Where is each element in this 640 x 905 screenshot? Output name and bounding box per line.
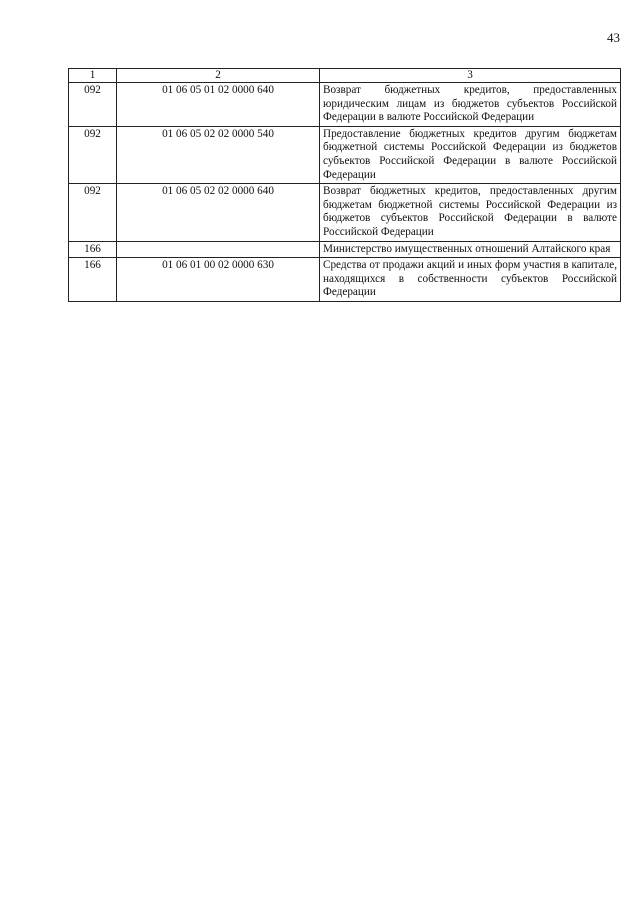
administrator-code-cell: 166	[69, 258, 117, 302]
description-cell: Возврат бюджетных кредитов, предоставленных другим бюджетам бюджетной системы Российской Федерации из бюджетов субъектов Российской Федерации в валюте Российской Федерации	[320, 184, 621, 241]
table-row	[69, 184, 621, 241]
page-number: 43	[607, 30, 620, 45]
column-header-2: 2	[117, 69, 320, 83]
classification-code-cell: 01 06 05 02 02 0000 640	[117, 184, 320, 241]
classification-code-cell: 01 06 05 01 02 0000 640	[117, 83, 320, 127]
table-row	[69, 258, 621, 302]
table-row	[69, 126, 621, 183]
description-cell: Возврат бюджетных кредитов, предоставленных юридическим лицам из бюджетов субъектов Российской Федерации в валюте Российской Федерации	[320, 83, 621, 127]
budget-classification-table	[68, 68, 621, 302]
classification-code-cell	[117, 241, 320, 258]
description-cell: Министерство имущественных отношений Алтайского края	[320, 241, 621, 258]
description-cell: Средства от продажи акций и иных форм участия в капитале, находящихся в собственности субъектов Российской Федерации	[320, 258, 621, 302]
classification-code-cell: 01 06 05 02 02 0000 540	[117, 126, 320, 183]
administrator-code-cell: 166	[69, 241, 117, 258]
column-header-3: 3	[320, 69, 621, 83]
classification-code-cell: 01 06 01 00 02 0000 630	[117, 258, 320, 302]
table-header-row	[69, 69, 621, 83]
table-row	[69, 241, 621, 258]
administrator-code-cell: 092	[69, 126, 117, 183]
table-row	[69, 83, 621, 127]
description-cell: Предоставление бюджетных кредитов другим бюджетам бюджетной системы Российской Федерации из бюджетов субъектов Российской Федерации в валюте Российской Федерации	[320, 126, 621, 183]
column-header-1: 1	[69, 69, 117, 83]
administrator-code-cell: 092	[69, 184, 117, 241]
administrator-code-cell: 092	[69, 83, 117, 127]
